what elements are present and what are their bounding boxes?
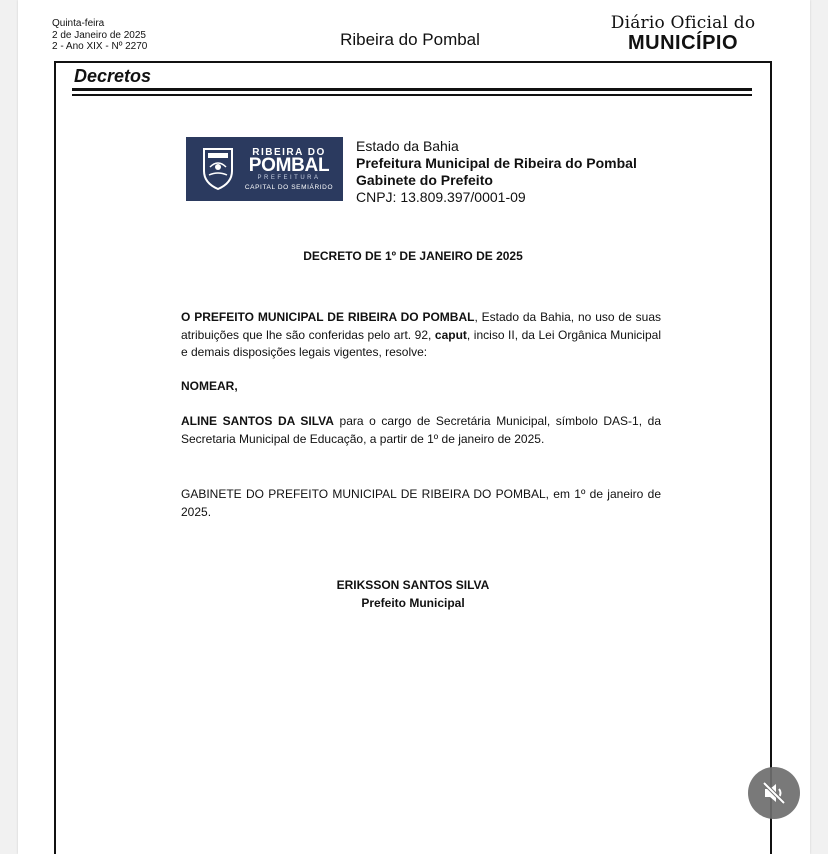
section-title: Decretos <box>74 66 152 86</box>
state-name: Estado da Bahia <box>356 138 459 154</box>
signer-name: ERIKSSON SANTOS SILVA <box>336 578 490 592</box>
document-page <box>18 0 810 854</box>
logo-line-1: RIBEIRA DO <box>252 147 326 158</box>
weekday: Quinta-feira <box>52 18 105 29</box>
frame-right-border <box>770 61 772 854</box>
preamble-caput: caput <box>434 327 467 342</box>
logo-line-2: POMBAL <box>248 155 330 176</box>
mute-button[interactable] <box>748 767 800 819</box>
prefeitura-logo <box>186 137 343 201</box>
frame-top-border <box>54 61 772 63</box>
nomear-heading: NOMEAR, <box>181 379 238 393</box>
logo-line-3: PREFEITURA <box>257 175 321 181</box>
preamble-paragraph <box>181 309 661 362</box>
diario-logo <box>608 14 758 53</box>
section-rule-thin <box>72 94 752 96</box>
city-crest-icon <box>202 145 234 191</box>
issue-date: 2 de Janeiro de 2025 <box>52 29 146 41</box>
signer-title: Prefeito Municipal <box>361 596 465 610</box>
logo-line-4: CAPITAL DO SEMIÁRIDO <box>244 184 334 191</box>
appointee-name: ALINE SANTOS DA SILVA <box>181 414 334 428</box>
appointment-text: para o cargo de Secretária Municipal, símbolo DAS-1, da Secretaria Municipal de Educação, a partir de 1º de janeiro de 2025. <box>181 414 661 446</box>
preamble-text-b: , inciso II, da Lei Orgânica Municipal e demais disposições legais vigentes, resolve: <box>181 327 661 359</box>
letterhead-text <box>356 138 637 206</box>
cnpj: CNPJ: 13.809.397/0001-09 <box>356 189 526 205</box>
speaker-muted-icon <box>761 780 787 806</box>
frame-left-border <box>54 61 56 854</box>
edition-number: 2 - Ano XIX - Nº 2270 <box>52 41 148 52</box>
preamble-text-a: , Estado da Bahia, no uso de suas atribuições que lhe são conferidas pelo art. 92, <box>181 310 661 342</box>
gabinete-name: Gabinete do Prefeito <box>356 172 493 188</box>
city-name: Ribeira do Pombal <box>340 30 480 49</box>
brand-line-2: MUNICÍPIO <box>627 32 739 54</box>
decree-title: DECRETO DE 1º DE JANEIRO DE 2025 <box>303 249 523 263</box>
edition-info <box>52 18 147 53</box>
section-rule-thick <box>72 88 752 91</box>
closing-paragraph: GABINETE DO PREFEITO MUNICIPAL DE RIBEIRA DO POMBAL, em 1º de janeiro de 2025. <box>181 487 661 519</box>
appointment-paragraph <box>181 413 661 448</box>
preamble-authority: O PREFEITO MUNICIPAL DE RIBEIRA DO POMBAL <box>181 310 475 324</box>
prefeitura-name: Prefeitura Municipal de Ribeira do Pombal <box>356 155 637 171</box>
brand-line-1: Diário Oficial do <box>610 13 756 33</box>
